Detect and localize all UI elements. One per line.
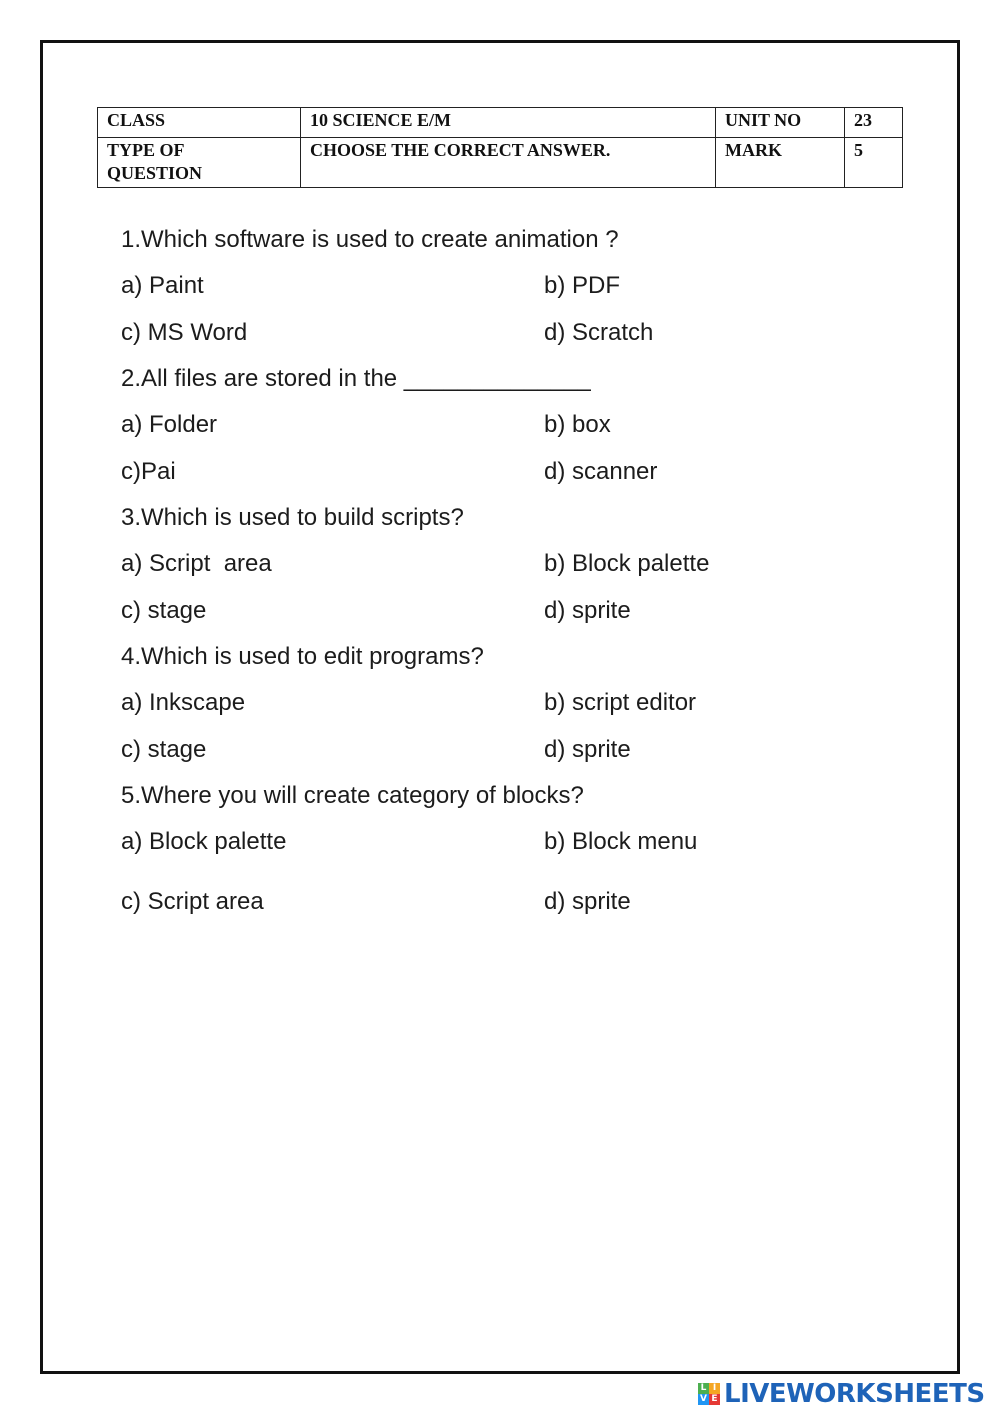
- unit-no-label: UNIT NO: [716, 108, 845, 138]
- question-3-text: 3.Which is used to build scripts?: [121, 504, 464, 531]
- header-row-class: [98, 108, 903, 138]
- liveworksheets-watermark: [698, 1378, 985, 1410]
- question-5-option-a[interactable]: a) Block palette: [121, 828, 287, 855]
- worksheet-header-table: [97, 107, 903, 188]
- question-5-option-c[interactable]: c) Script area: [121, 888, 264, 915]
- question-3-option-c[interactable]: c) stage: [121, 597, 207, 624]
- question-1-option-c[interactable]: c) MS Word: [121, 319, 248, 346]
- question-4-text: 4.Which is used to edit programs?: [121, 643, 484, 670]
- question-3-option-d[interactable]: d) sprite: [544, 597, 631, 624]
- question-4-option-a[interactable]: a) Inkscape: [121, 689, 246, 716]
- question-5-option-d[interactable]: d) sprite: [544, 888, 631, 915]
- mark-value: 5: [845, 138, 903, 188]
- question-3-option-a[interactable]: a) Script area: [121, 550, 272, 577]
- question-2-option-a[interactable]: a) Folder: [121, 411, 218, 438]
- question-2-option-c[interactable]: c)Pai: [121, 458, 176, 485]
- class-value: 10 SCIENCE E/M: [301, 108, 716, 138]
- question-4-option-d[interactable]: d) sprite: [544, 736, 631, 763]
- question-5-text: 5.Where you will create category of blocks?: [121, 782, 584, 809]
- question-3-option-b[interactable]: b) Block palette: [544, 550, 710, 577]
- question-4-option-c[interactable]: c) stage: [121, 736, 207, 763]
- question-type-value: CHOOSE THE CORRECT ANSWER.: [301, 138, 716, 188]
- liveworksheets-wordmark: LIVEWORKSHEETS: [724, 1379, 985, 1409]
- question-1-option-b[interactable]: b) PDF: [544, 272, 621, 299]
- question-2-text: 2.All files are stored in the ______________: [121, 365, 591, 392]
- question-1-option-d[interactable]: d) Scratch: [544, 319, 654, 346]
- question-4-option-b[interactable]: b) script editor: [544, 689, 697, 716]
- liveworksheets-logo-icon: L I V E: [698, 1383, 720, 1405]
- unit-no-value: 23: [845, 108, 903, 138]
- question-2-option-d[interactable]: d) scanner: [544, 458, 658, 485]
- mark-label: MARK: [716, 138, 845, 188]
- question-type-label: TYPE OF QUESTION: [98, 138, 301, 188]
- question-5-option-b[interactable]: b) Block menu: [544, 828, 698, 855]
- question-2-option-b[interactable]: b) box: [544, 411, 611, 438]
- header-row-question-type: [98, 138, 903, 188]
- class-label: CLASS: [98, 108, 301, 138]
- question-1-option-a[interactable]: a) Paint: [121, 272, 204, 299]
- question-1-text: 1.Which software is used to create animation ?: [121, 226, 619, 253]
